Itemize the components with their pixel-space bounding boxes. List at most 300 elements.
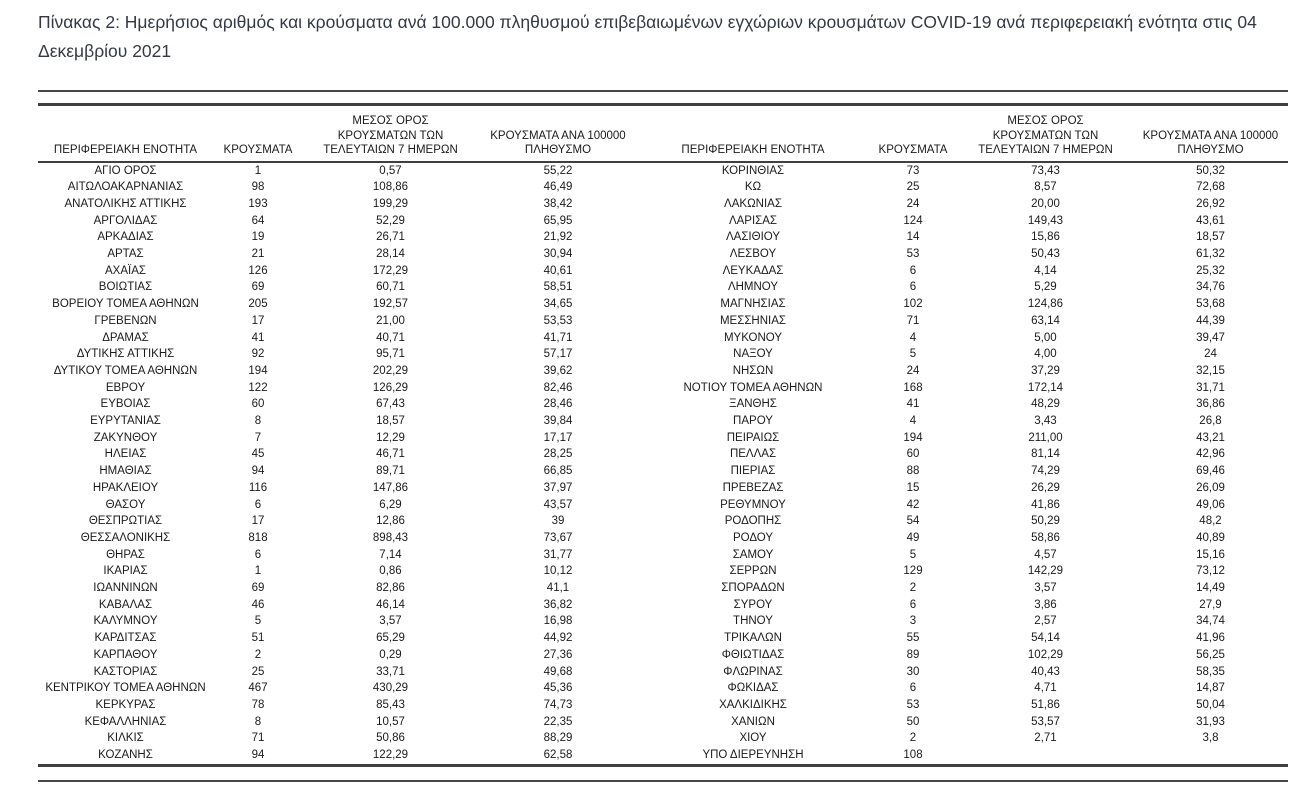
cases-cell: 6: [909, 682, 917, 695]
table-row: [38, 430, 1288, 447]
region-cell: ΡΟΔΟΠΗΣ: [724, 515, 782, 528]
cases-cell: 60: [906, 448, 920, 461]
region-cell: ΘΗΡΑΣ: [106, 548, 145, 561]
per100k-cell: 27,9: [1199, 598, 1222, 611]
per100k-cell: 17,17: [543, 431, 573, 444]
region-cell: ΝΟΤΙΟΥ ΤΟΜΕΑ ΑΘΗΝΩΝ: [683, 381, 823, 394]
per100k-cell: 50,32: [1196, 164, 1225, 177]
per100k-cell: 58,35: [1196, 665, 1225, 678]
avg7-cell: 50,86: [376, 732, 405, 745]
table-row: [38, 413, 1288, 430]
region-cell: ΕΥΡΥΤΑΝΙΑΣ: [90, 415, 161, 428]
table-row: [38, 680, 1288, 697]
table-row: [38, 497, 1288, 514]
per100k-cell: 25,32: [1196, 264, 1225, 277]
cases-cell: 193: [248, 197, 268, 210]
per100k-cell: 44,92: [543, 632, 573, 645]
avg7-cell: 430,29: [372, 682, 409, 695]
table-row: [38, 747, 1288, 765]
cases-cell: 41: [906, 398, 920, 411]
per100k-cell: 39,84: [543, 415, 573, 428]
cases-cell: 15: [906, 481, 920, 494]
per100k-cell: 41,1: [546, 582, 570, 595]
cases-cell: 42: [906, 498, 920, 511]
region-cell: ΞΑΝΘΗΣ: [729, 398, 777, 411]
avg7-cell: 65,29: [376, 632, 405, 645]
region-cell: ΙΚΑΡΙΑΣ: [103, 565, 148, 578]
avg7-cell: 147,86: [372, 481, 409, 494]
region-cell: ΑΡΚΑΔΙΑΣ: [97, 231, 154, 244]
per100k-cell: 26,09: [1196, 481, 1225, 494]
avg7-cell: 54,14: [1031, 632, 1060, 645]
avg7-cell: 5,00: [1034, 331, 1057, 344]
avg7-cell: 0,86: [379, 565, 402, 578]
per100k-cell: 46,49: [543, 181, 573, 194]
cases-cell: 116: [248, 481, 268, 494]
region-cell: ΛΕΥΚΑΔΑΣ: [722, 264, 784, 277]
cases-cell: 102: [903, 298, 923, 311]
region-cell: ΣΠΟΡΑΔΩΝ: [721, 582, 785, 595]
avg7-cell: 52,29: [376, 214, 405, 227]
region-cell: ΑΓΙΟ ΟΡΟΣ: [94, 164, 157, 177]
per100k-cell: 34,74: [1196, 615, 1225, 628]
avg7-cell: 172,14: [1027, 381, 1064, 394]
region-cell: ΣΕΡΡΩΝ: [729, 565, 777, 578]
per100k-cell: 58,51: [543, 281, 573, 294]
avg7-cell: 5,29: [1034, 281, 1057, 294]
cases-cell: 71: [906, 314, 920, 327]
avg7-cell: 3,43: [1034, 415, 1057, 428]
table-row: [38, 446, 1288, 463]
col-header-region-right: ΠΕΡΙΦΕΡΕΙΑΚΗ ΕΝΟΤΗΤΑ: [638, 105, 868, 162]
table-row: [38, 580, 1288, 597]
region-cell: ΚΑΒΑΛΑΣ: [98, 598, 153, 611]
per100k-cell: 39,62: [543, 364, 573, 377]
region-cell: ΘΕΣΣΑΛΟΝΙΚΗΣ: [80, 531, 171, 544]
cases-cell: 53: [906, 248, 920, 261]
col-header-cases-right: ΚΡΟΥΣΜΑΤΑ: [868, 105, 958, 162]
region-cell: ΠΑΡΟΥ: [733, 415, 773, 428]
region-cell: ΚΟΖΑΝΗΣ: [98, 749, 153, 762]
region-cell: ΧΙΟΥ: [739, 732, 767, 745]
per100k-cell: 28,25: [543, 448, 573, 461]
cases-cell: 6: [909, 598, 917, 611]
avg7-cell: 4,57: [1034, 548, 1057, 561]
table-row: [38, 162, 1288, 180]
per100k-cell: 31,71: [1196, 381, 1225, 394]
per100k-cell: 39,47: [1196, 331, 1225, 344]
table-row: [38, 530, 1288, 547]
region-cell: ΚΩ: [744, 181, 762, 194]
region-cell: ΜΑΓΝΗΣΙΑΣ: [720, 298, 786, 311]
cases-cell: 60: [251, 398, 265, 411]
region-cell: ΠΕΛΛΑΣ: [729, 448, 777, 461]
region-cell: ΘΑΣΟΥ: [105, 498, 146, 511]
region-cell: ΚΑΡΔΙΤΣΑΣ: [94, 632, 157, 645]
cases-cell: 89: [906, 648, 920, 661]
per100k-cell: 66,85: [543, 465, 573, 478]
avg7-cell: 40,71: [376, 331, 405, 344]
region-cell: ΛΑΚΩΝΙΑΣ: [724, 197, 782, 210]
cases-cell: 17: [251, 515, 265, 528]
per100k-cell: 39: [551, 515, 565, 528]
region-cell: ΛΕΣΒΟΥ: [729, 248, 777, 261]
header-row: [38, 105, 1288, 162]
per100k-cell: 22,35: [543, 715, 573, 728]
table-row: [38, 296, 1288, 313]
table-row: [38, 630, 1288, 647]
per100k-cell: 21,92: [543, 231, 573, 244]
cases-cell: 126: [248, 264, 268, 277]
cases-cell: 73: [906, 164, 920, 177]
cases-cell: 7: [254, 431, 262, 444]
per100k-cell: 10,12: [543, 565, 573, 578]
table-caption: Πίνακας 2: Ημερήσιος αριθμός και κρούσματα ανά 100.000 πληθυσμού επιβεβαιωμένων εγχώριων κρουσμάτων COVID-19 ανά περιφερειακή ενότητα στις 04 Δεκεμβρίου 2021: [38, 12, 1257, 61]
region-cell: ΚΑΛΥΜΝΟΥ: [93, 615, 158, 628]
table-row: [38, 313, 1288, 330]
region-cell: ΒΟΙΩΤΙΑΣ: [98, 281, 153, 294]
avg7-cell: 0,29: [379, 648, 402, 661]
cases-cell: 168: [903, 381, 923, 394]
avg7-cell: 199,29: [372, 197, 409, 210]
cases-cell: 24: [906, 364, 920, 377]
cases-cell: 129: [903, 565, 923, 578]
cases-cell: 50: [906, 715, 920, 728]
cases-cell: 53: [906, 699, 920, 711]
cases-cell: 98: [251, 181, 265, 194]
region-cell: ΑΝΑΤΟΛΙΚΗΣ ΑΤΤΙΚΗΣ: [64, 197, 187, 210]
table-row: [38, 196, 1288, 213]
table-row: [38, 563, 1288, 580]
cases-cell: 30: [906, 665, 920, 678]
cases-cell: 25: [251, 665, 265, 678]
per100k-cell: 72,68: [1196, 181, 1225, 194]
avg7-cell: 81,14: [1031, 448, 1060, 461]
cases-cell: 69: [251, 281, 265, 294]
col-header-cases-left: ΚΡΟΥΣΜΑΤΑ: [213, 105, 303, 162]
avg7-cell: 142,29: [1027, 565, 1064, 578]
avg7-cell: 60,71: [376, 281, 405, 294]
avg7-cell: 63,14: [1031, 314, 1060, 327]
avg7-cell: 122,29: [372, 749, 409, 762]
region-cell: ΑΙΤΩΛΟΑΚΑΡΝΑΝΙΑΣ: [67, 181, 184, 194]
region-cell: ΡΟΔΟΥ: [732, 531, 774, 544]
cases-cell: 25: [906, 181, 920, 194]
cases-cell: 54: [906, 515, 920, 528]
per100k-cell: 34,65: [543, 298, 573, 311]
region-cell: ΔΡΑΜΑΣ: [102, 331, 149, 344]
table-row: [38, 246, 1288, 263]
per100k-cell: 38,42: [543, 197, 573, 210]
cases-cell: 19: [251, 231, 265, 244]
cases-cell: 2: [254, 648, 262, 661]
cases-cell: 69: [251, 582, 265, 595]
covid-cases-table: [38, 103, 1288, 767]
avg7-cell: 18,57: [376, 415, 405, 428]
cases-cell: 94: [251, 465, 265, 478]
avg7-cell: 6,29: [379, 498, 402, 511]
cases-cell: 6: [909, 281, 917, 294]
table-row: [38, 396, 1288, 413]
per100k-cell: 53,68: [1196, 298, 1225, 311]
per100k-cell: 15,16: [1196, 548, 1225, 561]
region-cell: ΠΕΙΡΑΙΩΣ: [726, 431, 780, 444]
per100k-cell: 36,86: [1196, 398, 1225, 411]
per100k-cell: 88,29: [543, 732, 573, 745]
avg7-cell: 73,43: [1031, 164, 1060, 177]
col-header-avg7-right: ΜΕΣΟΣ ΟΡΟΣ ΚΡΟΥΣΜΑΤΩΝ ΤΩΝ ΤΕΛΕΥΤΑΙΩΝ 7 ΗΜΕΡΩΝ: [958, 105, 1133, 162]
cases-cell: 124: [903, 214, 923, 227]
table-row: [38, 229, 1288, 246]
cases-cell: 8: [254, 715, 262, 728]
cases-cell: 8: [254, 415, 262, 428]
avg7-cell: 21,00: [376, 314, 405, 327]
avg7-cell: 202,29: [372, 364, 409, 377]
per100k-cell: 18,57: [1196, 231, 1225, 244]
avg7-cell: 4,71: [1034, 682, 1057, 695]
cases-cell: 55: [906, 632, 920, 645]
per100k-cell: 14,87: [1196, 682, 1225, 695]
per100k-cell: 27,36: [543, 648, 573, 661]
region-cell: ΠΡΕΒΕΖΑΣ: [722, 481, 784, 494]
avg7-cell: 172,29: [372, 264, 409, 277]
cases-cell: 2: [909, 582, 917, 595]
per100k-cell: 48,2: [1199, 515, 1222, 528]
per100k-cell: 32,15: [1196, 364, 1225, 377]
region-cell: ΤΡΙΚΑΛΩΝ: [724, 632, 782, 645]
per100k-cell: 24: [1204, 348, 1217, 361]
avg7-cell: 41,86: [1031, 498, 1060, 511]
region-cell: ΔΥΤΙΚΟΥ ΤΟΜΕΑ ΑΘΗΝΩΝ: [53, 364, 198, 377]
avg7-cell: 4,14: [1034, 264, 1057, 277]
avg7-cell: 67,43: [376, 398, 405, 411]
avg7-cell: 50,43: [1031, 248, 1060, 261]
region-cell: ΦΘΙΩΤΙΔΑΣ: [721, 648, 785, 661]
col-header-per100k-left: ΚΡΟΥΣΜΑΤΑ ΑΝΑ 100000 ΠΛΗΘΥΣΜΟ: [478, 105, 638, 162]
avg7-cell: 82,86: [376, 582, 405, 595]
per100k-cell: 82,46: [543, 381, 573, 394]
per100k-cell: 55,22: [543, 164, 573, 177]
region-cell: ΙΩΑΝΝΙΝΩΝ: [93, 582, 158, 595]
table-row: [38, 664, 1288, 681]
per100k-cell: 65,95: [543, 214, 573, 227]
per100k-cell: 62,58: [543, 749, 573, 762]
table-row: [38, 263, 1288, 280]
table-row: [38, 597, 1288, 614]
region-cell: ΗΡΑΚΛΕΙΟΥ: [92, 481, 159, 494]
region-cell: ΜΥΚΟΝΟΥ: [723, 331, 783, 344]
cases-cell: 14: [906, 231, 920, 244]
region-cell: ΓΡΕΒΕΝΩΝ: [94, 314, 157, 327]
avg7-cell: 26,29: [1031, 481, 1060, 494]
per100k-cell: 61,32: [1196, 248, 1225, 261]
cases-cell: 71: [251, 732, 265, 745]
avg7-cell: 26,71: [376, 231, 405, 244]
per100k-cell: 53,53: [543, 314, 573, 327]
region-cell: ΣΥΡΟΥ: [733, 598, 773, 611]
per100k-cell: 73,67: [543, 531, 573, 544]
cases-cell: 64: [251, 214, 265, 227]
per100k-cell: 57,17: [543, 348, 573, 361]
avg7-cell: 3,57: [379, 615, 402, 628]
cases-cell: 24: [906, 197, 920, 210]
cases-cell: 6: [254, 498, 262, 511]
cases-cell: 818: [248, 531, 268, 544]
cases-cell: 94: [251, 749, 265, 762]
region-cell: ΚΕΦΑΛΛΗΝΙΑΣ: [84, 715, 167, 728]
per100k-cell: 34,76: [1196, 281, 1225, 294]
avg7-cell: 10,57: [376, 715, 405, 728]
table-body: [38, 162, 1288, 766]
avg7-cell: 12,29: [376, 431, 405, 444]
col-header-avg7-left: ΜΕΣΟΣ ΟΡΟΣ ΚΡΟΥΣΜΑΤΩΝ ΤΩΝ ΤΕΛΕΥΤΑΙΩΝ 7 ΗΜΕΡΩΝ: [303, 105, 478, 162]
avg7-cell: 51,86: [1031, 699, 1060, 711]
avg7-cell: 74,29: [1031, 465, 1060, 478]
cases-cell: 5: [909, 548, 917, 561]
per100k-cell: 49,06: [1196, 498, 1225, 511]
avg7-cell: 48,29: [1031, 398, 1060, 411]
per100k-cell: 26,92: [1196, 197, 1225, 210]
cases-cell: 6: [254, 548, 262, 561]
table-row: [38, 613, 1288, 630]
cases-cell: 1: [254, 164, 262, 177]
avg7-cell: 7,14: [379, 548, 402, 561]
table-row: [38, 380, 1288, 397]
per100k-cell: 14,49: [1196, 582, 1225, 595]
table-row: [38, 179, 1288, 196]
table-row: [38, 480, 1288, 497]
cases-cell: 92: [251, 348, 265, 361]
region-cell: ΦΩΚΙΔΑΣ: [727, 682, 779, 695]
cases-cell: 49: [906, 531, 920, 544]
cases-cell: 2: [909, 732, 917, 745]
per100k-cell: [1133, 747, 1288, 765]
cases-cell: 6: [909, 264, 917, 277]
per100k-cell: 45,36: [543, 682, 573, 695]
avg7-cell: 126,29: [372, 381, 409, 394]
per100k-cell: 49,68: [543, 665, 573, 678]
region-cell: ΑΡΓΟΛΙΔΑΣ: [93, 214, 158, 227]
avg7-cell: 20,00: [1031, 197, 1060, 210]
cases-cell: 5: [909, 348, 917, 361]
cases-cell: 122: [248, 381, 268, 394]
table-row: [38, 346, 1288, 363]
region-cell: ΥΠΟ ΔΙΕΡΕΥΝΗΣΗ: [702, 749, 804, 762]
cases-cell: 3: [909, 615, 917, 628]
region-cell: ΤΗΝΟΥ: [733, 615, 773, 628]
per100k-cell: 41,71: [543, 331, 573, 344]
avg7-cell: 89,71: [376, 465, 405, 478]
region-cell: ΗΛΕΙΑΣ: [104, 448, 147, 461]
cases-cell: 41: [251, 331, 265, 344]
table-row: [38, 213, 1288, 230]
cases-cell: 4: [909, 331, 917, 344]
per100k-cell: 31,93: [1196, 715, 1225, 728]
cases-cell: 45: [251, 448, 265, 461]
region-cell: ΜΕΣΣΗΝΙΑΣ: [719, 314, 787, 327]
avg7-cell: 149,43: [1027, 214, 1064, 227]
cases-cell: 108: [903, 749, 923, 762]
avg7-cell: 2,57: [1034, 615, 1057, 628]
per100k-cell: 69,46: [1196, 465, 1225, 478]
per100k-cell: 16,98: [543, 615, 573, 628]
avg7-cell: 58,86: [1031, 531, 1060, 544]
avg7-cell: 50,29: [1031, 515, 1060, 528]
avg7-cell: 192,57: [372, 298, 409, 311]
avg7-cell: [958, 747, 1133, 765]
cases-cell: 21: [251, 248, 265, 261]
region-cell: ΚΑΡΠΑΘΟΥ: [93, 648, 158, 661]
cases-cell: 51: [251, 632, 265, 645]
region-cell: ΘΕΣΠΡΩΤΙΑΣ: [88, 515, 163, 528]
per100k-cell: 73,12: [1196, 565, 1225, 578]
cases-cell: 1: [254, 565, 262, 578]
region-cell: ΡΕΘΥΜΝΟΥ: [720, 498, 786, 511]
region-cell: ΚΟΡΙΝΘΙΑΣ: [721, 164, 785, 177]
top-rule: [38, 90, 1288, 92]
region-cell: ΣΑΜΟΥ: [732, 548, 774, 561]
region-cell: ΒΟΡΕΙΟΥ ΤΟΜΕΑ ΑΘΗΝΩΝ: [52, 298, 199, 311]
table-row: [38, 279, 1288, 296]
per100k-cell: 3,8: [1202, 732, 1219, 745]
table-row: [38, 647, 1288, 664]
avg7-cell: 124,86: [1027, 298, 1064, 311]
cases-cell: 17: [251, 314, 265, 327]
per100k-cell: 26,8: [1199, 415, 1222, 428]
per100k-cell: 43,21: [1196, 431, 1225, 444]
region-cell: ΧΑΛΚΙΔΙΚΗΣ: [719, 699, 787, 711]
avg7-cell: 211,00: [1028, 431, 1063, 444]
region-cell: ΛΗΜΝΟΥ: [727, 281, 779, 294]
avg7-cell: 15,86: [1031, 231, 1060, 244]
avg7-cell: 4,00: [1034, 348, 1057, 361]
cases-cell: 194: [903, 431, 923, 444]
table-row: [38, 697, 1288, 714]
per100k-cell: 44,39: [1196, 314, 1225, 327]
cases-cell: 5: [254, 615, 262, 628]
table-row: [38, 463, 1288, 480]
avg7-cell: 3,57: [1034, 582, 1057, 595]
avg7-cell: 28,14: [376, 248, 405, 261]
per100k-cell: 50,04: [1196, 699, 1225, 711]
per100k-cell: 36,82: [543, 598, 573, 611]
table-row: [38, 547, 1288, 564]
region-cell: ΑΧΑΪΑΣ: [105, 264, 146, 277]
per100k-cell: 56,25: [1196, 648, 1225, 661]
avg7-cell: 108,86: [372, 181, 409, 194]
avg7-cell: 8,57: [1034, 181, 1057, 194]
region-cell: ΚΕΝΤΡΙΚΟΥ ΤΟΜΕΑ ΑΘΗΝΩΝ: [45, 682, 206, 695]
region-cell: ΛΑΡΙΣΑΣ: [728, 214, 778, 227]
region-cell: ΚΕΡΚΥΡΑΣ: [95, 699, 156, 711]
avg7-cell: 2,71: [1034, 732, 1057, 745]
region-cell: ΦΛΩΡΙΝΑΣ: [723, 665, 783, 678]
region-cell: ΠΙΕΡΙΑΣ: [730, 465, 776, 478]
avg7-cell: 46,14: [376, 598, 405, 611]
region-cell: ΑΡΤΑΣ: [107, 248, 144, 261]
col-header-region-left: ΠΕΡΙΦΕΡΕΙΑΚΗ ΕΝΟΤΗΤΑ: [38, 105, 213, 162]
region-cell: ΔΥΤΙΚΗΣ ΑΤΤΙΚΗΣ: [76, 348, 175, 361]
col-header-per100k-right: ΚΡΟΥΣΜΑΤΑ ΑΝΑ 100000 ΠΛΗΘΥΣΜΟ: [1133, 105, 1288, 162]
avg7-cell: 33,71: [376, 665, 405, 678]
table-row: [38, 714, 1288, 731]
avg7-cell: 46,71: [376, 448, 405, 461]
bottom-rule: [38, 780, 1288, 782]
region-cell: ΕΥΒΟΙΑΣ: [100, 398, 151, 411]
cases-cell: 205: [248, 298, 268, 311]
avg7-cell: 53,57: [1031, 715, 1060, 728]
per100k-cell: 28,46: [543, 398, 573, 411]
